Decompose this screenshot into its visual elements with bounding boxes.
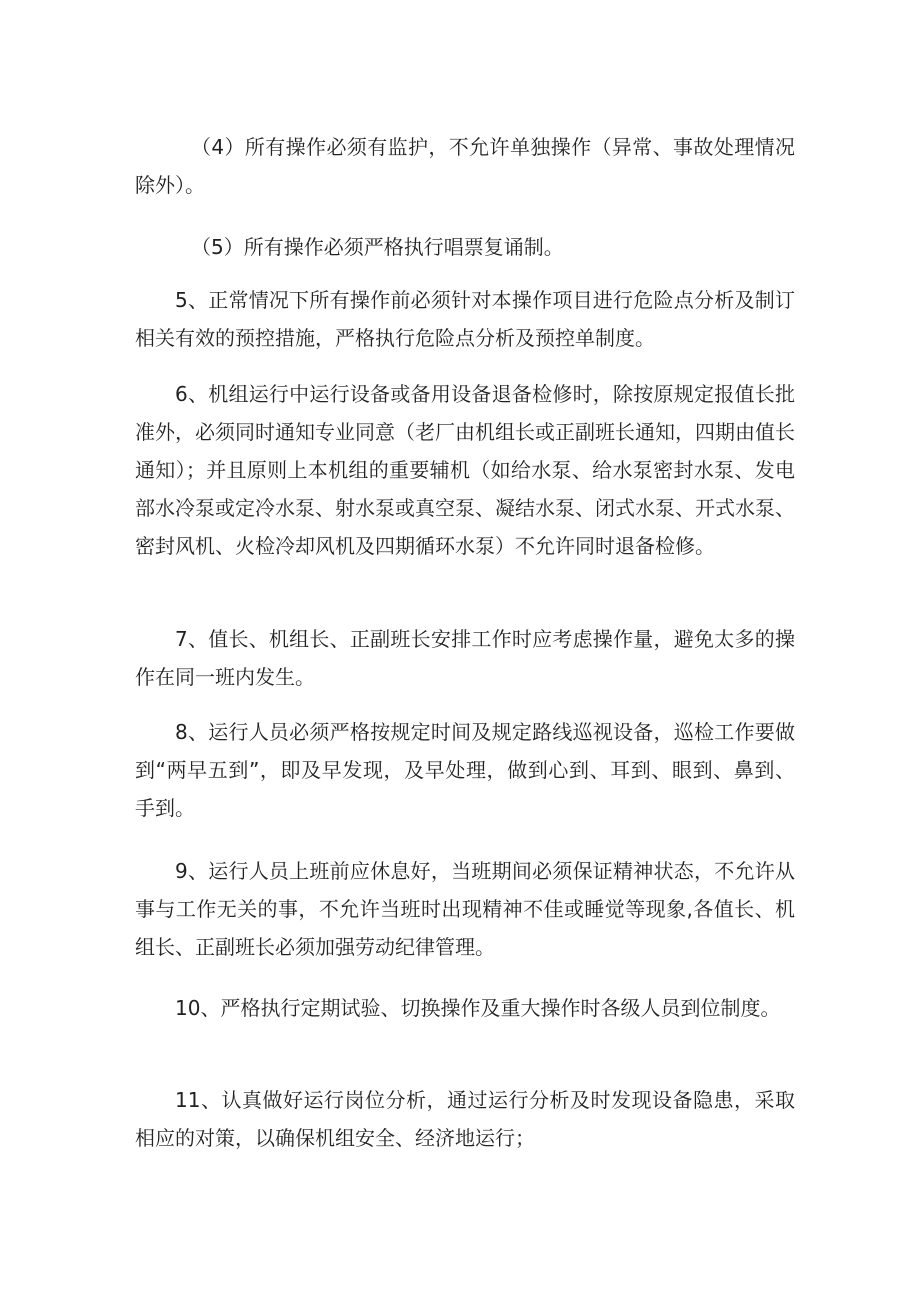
paragraph-rule-11: 11、认真做好运行岗位分析，通过运行分析及时发现设备隐患，采取相应的对策，以确保机组安全、经济地运行； [135, 1088, 795, 1150]
paragraph-rule-10: 10、严格执行定期试验、切换操作及重大操作时各级人员到位制度。 [175, 996, 781, 1020]
paragraph-rule-7: 7、值长、机组长、正副班长安排工作时应考虑操作量，避免太多的操作在同一班内发生。 [135, 627, 795, 689]
paragraph-item-4: （4）所有操作必须有监护，不允许单独操作（异常、事故处理情况除外）。 [135, 135, 795, 197]
paragraph-rule-6: 6、机组运行中运行设备或备用设备退备检修时，除按原规定报值长批准外，必须同时通知专业同意（老厂由机组长或正副班长通知，四期由值长通知）；并且原则上本机组的重要辅机（如给水泵、给水泵密封水泵、发电部水冷泵或定冷水泵、射水泵或真空泵、凝结水泵、闭式水泵、开式水泵、密封风机、火检冷却风机及四期循环水泵）不允许同时退备检修。 [135, 382, 795, 558]
paragraph-item-5: （5）所有操作必须严格执行唱票复诵制。 [191, 235, 564, 259]
paragraph-rule-9: 9、运行人员上班前应休息好，当班期间必须保证精神状态，不允许从事与工作无关的事，不允许当班时出现精神不佳或睡觉等现象,各值长、机组长、正副班长必须加强劳动纪律管理。 [135, 859, 795, 959]
paragraph-rule-8: 8、运行人员必须严格按规定时间及规定路线巡视设备，巡检工作要做到“两早五到”，即及早发现，及早处理，做到心到、耳到、眼到、鼻到、手到。 [135, 720, 795, 820]
paragraph-rule-5: 5、正常情况下所有操作前必须针对本操作项目进行危险点分析及制订相关有效的预控措施，严格执行危险点分析及预控单制度。 [135, 288, 795, 350]
